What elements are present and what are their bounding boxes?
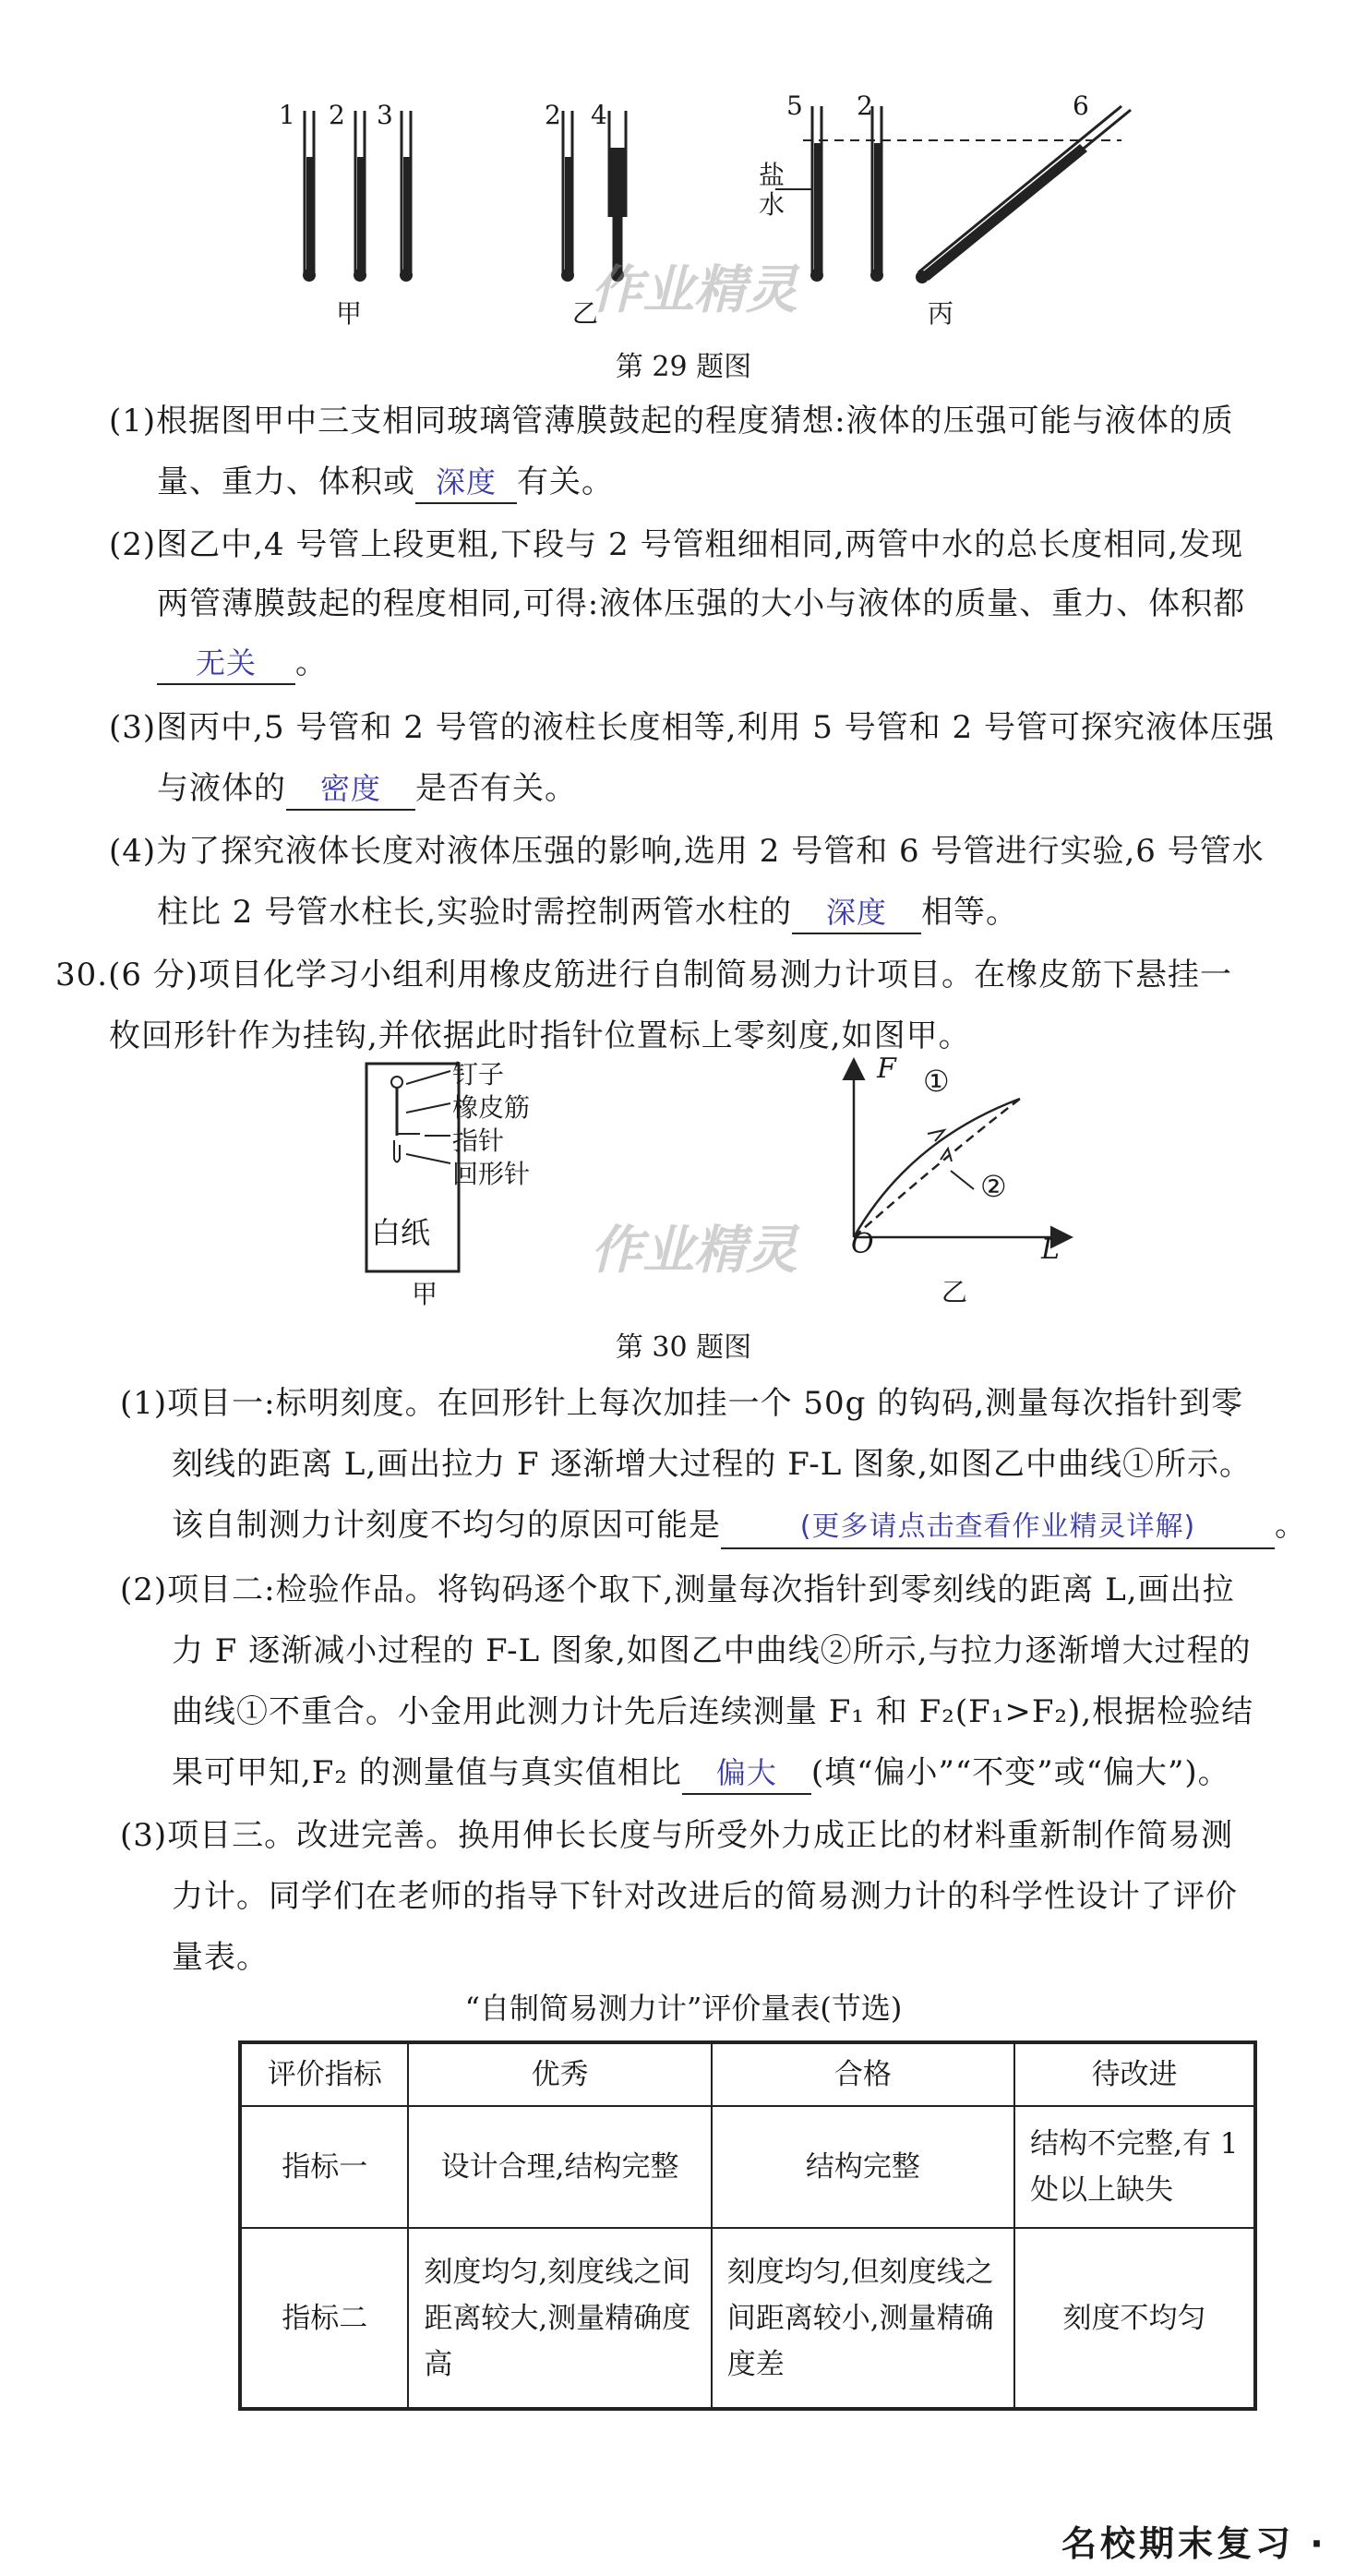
table-header: 合格 [712, 2042, 1014, 2106]
q29-p2-line2: 两管薄膜鼓起的程度相同,可得:液体压强的大小与液体的质量、重力、体积都 [157, 585, 1246, 622]
figure-30-caption: 第 30 题图 [615, 1331, 752, 1364]
q29-p4-line1: (4)为了探究液体长度对液体压强的影响,选用 2 号管和 6 号管进行实验,6 号管水 [109, 833, 1265, 870]
footer-label: 名校期末复习 · [1061, 2523, 1327, 2564]
tube-label-2: 2 [329, 100, 345, 130]
q29-p1-line1: (1)根据图甲中三支相同玻璃管薄膜鼓起的程度猜想:液体的压强可能与液体的质 [109, 403, 1234, 439]
label-nail: 钉子 [452, 1059, 505, 1089]
tube-label-6: 6 [1073, 90, 1089, 121]
group-label-jia: 甲 [336, 298, 363, 329]
table-title: “自制简易测力计”评价量表(节选) [464, 1991, 903, 2026]
label-jia-30: 甲 [412, 1279, 438, 1309]
label-pointer: 指针 [452, 1125, 505, 1156]
q29-p2-answer: 无关 [157, 643, 295, 685]
axis-f-label: F [877, 1053, 896, 1085]
label-white-paper: 白纸 [371, 1215, 431, 1250]
q30-p2-line3: 曲线①不重合。小金用此测力计先后连续测量 F₁ 和 F₂(F₁>F₂),根据检验结 [172, 1693, 1254, 1730]
table-header: 优秀 [408, 2042, 711, 2106]
q29-p4-line2: 柱比 2 号管水柱长,实验时需控制两管水柱的 深度 相等。 [157, 883, 1018, 942]
q30-p2-line1: (2)项目二:检验作品。将钩码逐个取下,测量每次指针到零刻线的距离 L,画出拉 [120, 1571, 1235, 1608]
q29-p2-line3: 无关 。 [157, 633, 328, 692]
q29-p4-answer: 深度 [792, 892, 921, 934]
q30-p1-line1: (1)项目一:标明刻度。在回形针上每次加挂一个 50g 的钩码,测量每次指针到零 [120, 1385, 1244, 1422]
table-header: 评价指标 [240, 2042, 408, 2106]
q30-p2-line2: 力 F 逐渐减小过程的 F-L 图象,如图乙中曲线②所示,与拉力逐渐增大过程的 [172, 1632, 1252, 1669]
q30-p1-answer[interactable]: (更多请点击查看作业精灵详解) [721, 1507, 1275, 1549]
tube-6 [918, 106, 1121, 272]
watermark-30: 作业精灵 [591, 1221, 797, 1281]
table-row [240, 2228, 1255, 2409]
q29-p1-line2: 量、重力、体积或 深度 有关。 [157, 452, 614, 512]
watermark-29: 作业精灵 [591, 260, 797, 320]
saltwater-label-2: 水 [759, 189, 785, 220]
table-cell: 刻度均匀,刻度线之间距离较大,测量精确度高 [408, 2228, 711, 2409]
table-cell: 设计合理,结构完整 [408, 2106, 711, 2228]
evaluation-table [238, 2040, 1257, 2411]
table-header-row [240, 2042, 1255, 2106]
label-rubber-band: 橡皮筋 [452, 1092, 531, 1123]
q30-p2-answer: 偏大 [682, 1752, 811, 1795]
q30-line2: 枚回形针作为挂钩,并依据此时指针位置标上零刻度,如图甲。 [109, 1017, 971, 1054]
table-cell: 结构不完整,有 1处以上缺失 [1014, 2106, 1255, 2228]
label-yi-30: 乙 [941, 1277, 968, 1307]
q29-p3-line1: (3)图丙中,5 号管和 2 号管的液柱长度相等,利用 5 号管和 2 号管可探究液体压强 [109, 709, 1275, 746]
table-header: 待改进 [1014, 2042, 1255, 2106]
tube-label-3: 3 [377, 100, 393, 130]
label-paperclip: 回形针 [452, 1159, 531, 1189]
tube-label-5: 5 [786, 90, 803, 121]
curve-2 [854, 1099, 1020, 1237]
origin-label: O [851, 1228, 874, 1260]
q30-p3-line2: 力计。同学们在老师的指导下针对改进后的简易测力计的科学性设计了评价 [172, 1878, 1238, 1915]
q29-p3-line2: 与液体的 密度 是否有关。 [157, 759, 577, 818]
q30-p2-line4: 果可甲知,F₂ 的测量值与真实值相比 偏大 (填“偏小”“不变”或“偏大”)。 [172, 1743, 1230, 1802]
q30-p1-line3: 该自制测力计刻度不均匀的原因可能是 (更多请点击查看作业精灵详解) 。 [172, 1496, 1307, 1555]
figure-29-caption: 第 29 题图 [615, 351, 752, 383]
tube-label-1: 1 [279, 100, 295, 130]
tube-label-4: 4 [591, 100, 607, 130]
q30-p1-line2: 刻线的距离 L,画出拉力 F 逐渐增大过程的 F-L 图象,如图乙中曲线①所示。 [172, 1446, 1252, 1483]
q30-line1: 30.(6 分)项目化学习小组利用橡皮筋进行自制简易测力计项目。在橡皮筋下悬挂一 [55, 957, 1233, 993]
q30-p3-line3: 量表。 [172, 1939, 269, 1976]
table-cell: 刻度均匀,但刻度线之间距离较小,测量精确度差 [712, 2228, 1014, 2409]
table-row [240, 2106, 1255, 2228]
q29-p2-line1: (2)图乙中,4 号管上段更粗,下段与 2 号管粗细相同,两管中水的总长度相同,发现 [109, 526, 1244, 563]
q29-p3-answer: 密度 [286, 768, 415, 811]
curve-1-label: ① [923, 1064, 950, 1099]
table-cell: 指标二 [240, 2228, 408, 2409]
tube-label-2b: 2 [545, 100, 561, 130]
q29-p1-answer: 深度 [415, 462, 517, 504]
saltwater-label-1: 盐 [759, 160, 785, 190]
group-label-yi: 乙 [572, 298, 599, 329]
tube-label-2c: 2 [857, 90, 873, 121]
group-label-bing: 丙 [928, 298, 954, 329]
axis-l-label: L [1041, 1234, 1060, 1266]
table-cell: 结构完整 [712, 2106, 1014, 2228]
q30-p3-line1: (3)项目三。改进完善。换用伸长长度与所受外力成正比的材料重新制作简易测 [120, 1817, 1234, 1854]
curve-2-label: ② [980, 1169, 1007, 1204]
table-cell: 刻度不均匀 [1014, 2228, 1255, 2409]
table-cell: 指标一 [240, 2106, 408, 2228]
